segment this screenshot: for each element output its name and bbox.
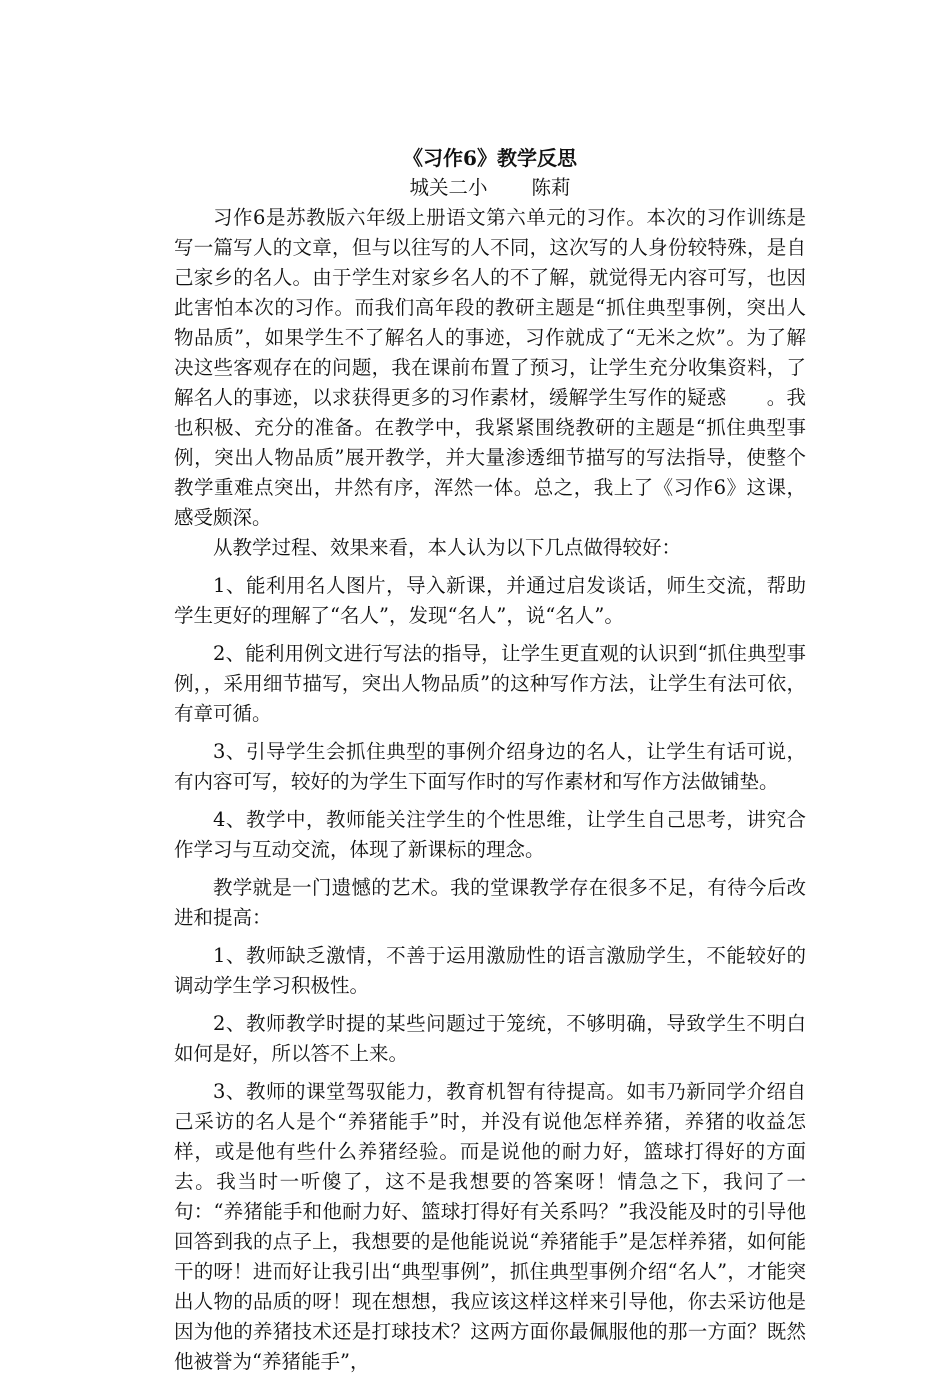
good-point-2: 2、能利用例文进行写法的指导，让学生更直观的认识到“抓住典型事例，，采用细节描写，突出人物品质”的这种写作方法，让学生有法可依，有章可循。 [174,642,806,725]
intro-paragraph [174,203,806,533]
author-school: 城关二小 [409,176,488,199]
author-line [174,173,806,203]
good-point-1: 1、能利用名人图片，导入新课，并通过启发谈话，师生交流，帮助学生更好的理解了“名人”，发现“名人”，说“名人”。 [174,574,806,627]
author-name: 陈莉 [531,176,571,199]
weak-points-intro: 教学就是一门遗憾的艺术。我的堂课教学存在很多不足，有待今后改进和提高： [174,876,806,929]
weak-point-3: 3、教师的课堂驾驭能力，教育机智有待提高。如韦乃新同学介绍自己采访的名人是个“养猪能手”时，并没有说他怎样养猪，养猪的收益怎样，或是他有些什么养猪经验。而是说他的耐力好，篮球打得好的方面去。我当时一听傻了，这不是我想要的答案呀！情急之下，我问了一句：“养猪能手和他耐力好、篮球打得好有关系吗？”我没能及时的引导他回答到我的点子上，我想要的是他能说说“养猪能手”是怎样养猪，如何能干的呀！进而好让我引出“典型事例”，抓住典型事例介绍“名人”，才能突出人物的品质的呀！现在想想，我应该这样这样来引导他，你去采访他是因为他的养猪技术还是打球技术？这两方面你最佩服他的那一方面？既然他被誉为“养猪能手”， [174,1080,806,1373]
weak-point-1: 1、教师缺乏激情，不善于运用激励性的语言激励学生，不能较好的调动学生学习积极性。 [174,944,806,997]
good-point-3: 3、引导学生会抓住典型的事例介绍身边的名人，让学生有话可说，有内容可写，较好的为学生下面写作时的写作素材和写作方法做铺垫。 [174,740,806,793]
document-title: 《习作6》教学反思 [403,146,577,170]
good-point-4: 4、教学中，教师能关注学生的个性思维，让学生自己思考，讲究合作学习与互动交流，体现了新课标的理念。 [174,808,806,861]
document-body [174,143,806,1377]
weak-point-2: 2、教师教学时提的某些问题过于笼统，不够明确，导致学生不明白如何是好，所以答不上来。 [174,1012,806,1065]
intro-text-part2: 。我也积极、充分的准备。在教学中，我紧紧围绕教研的主题是“抓住典型事例，突出人物品质”展开教学，并大量渗透细节描写的写法指导，使整个教学重难点突出，井然有序，浑然一体。总之，我上了《习作6》这课，感受颇深。 [174,386,806,529]
intro-text-part1: 习作6是苏教版六年级上册语文第六单元的习作。本次的习作训练是写一篇写人的文章，但与以往写的人不同，这次写的人身份较特殊，是自己家乡的名人。由于学生对家乡名人的不了解，就觉得无内容可写，也因此害怕本次的习作。而我们高年段的教研主题是“抓住典型事例，突出人物品质”，如果学生不了解名人的事迹，习作就成了“无米之炊”。为了解决这些客观存在的问题，我在课前布置了预习，让学生充分收集资料，了解名人的事迹，以求获得更多的习作素材，缓解学生写作的疑惑 [174,206,806,409]
good-points-intro: 从教学过程、效果来看，本人认为以下几点做得较好： [213,536,682,559]
